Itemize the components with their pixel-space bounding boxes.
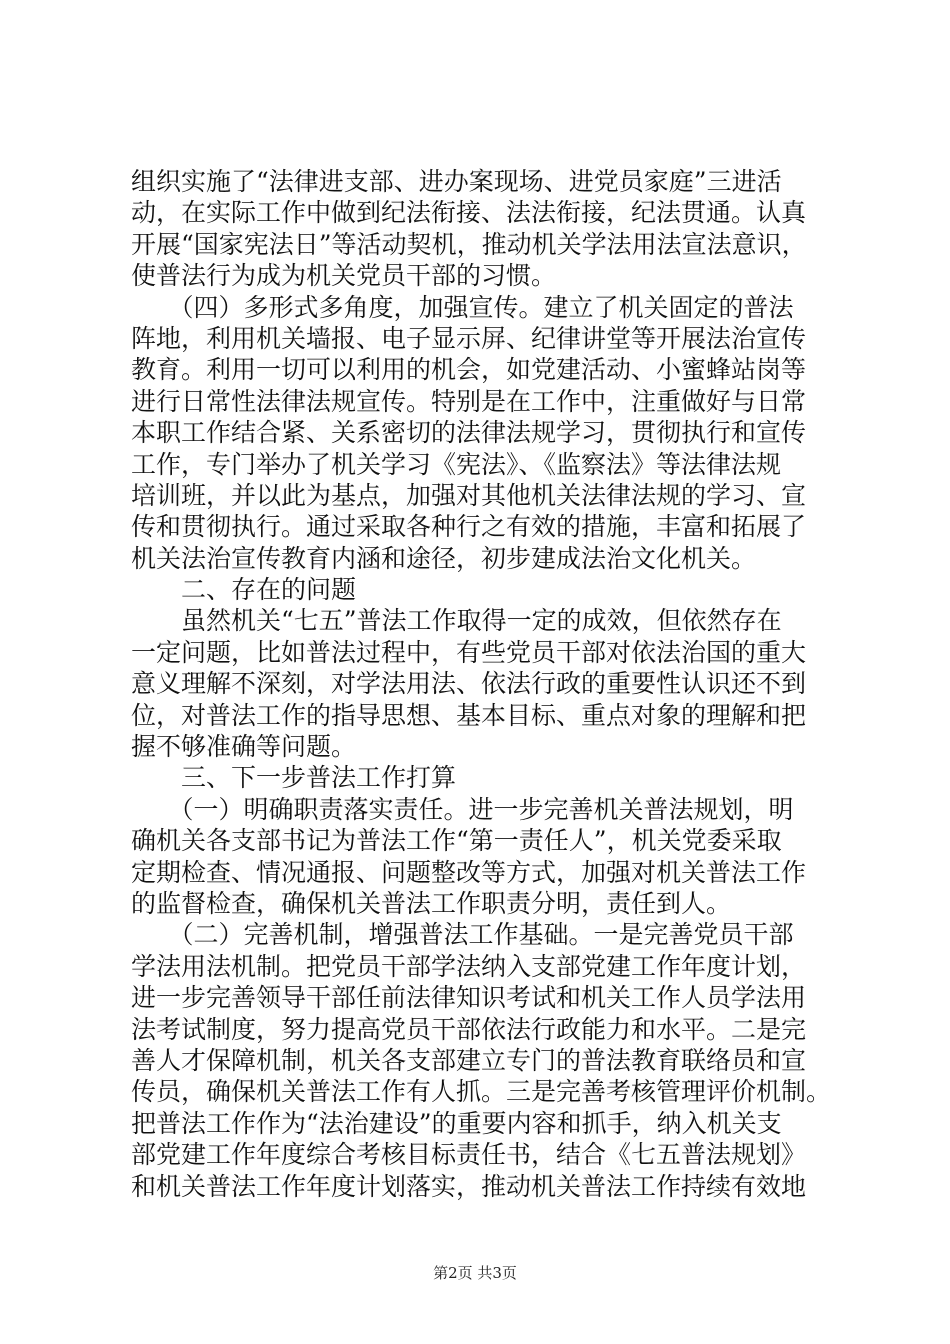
- text-line: 教育。利用一切可以利用的机会，如党建活动、小蜜蜂站岗等: [131, 355, 807, 385]
- page-number-footer: 第2页 共3页: [433, 1264, 517, 1282]
- text-line: 进行日常性法律法规宣传。特别是在工作中，注重做好与日常: [131, 386, 807, 416]
- text-line: 动，在实际工作中做到纪法衔接、法法衔接，纪法贯通。认真: [131, 198, 807, 228]
- text-line: 位，对普法工作的指导思想、基本目标、重点对象的理解和把: [131, 700, 807, 730]
- text-line: 定期检查、情况通报、问题整改等方式，加强对机关普法工作: [131, 857, 807, 887]
- text-line: 培训班，并以此为基点，加强对其他机关法律法规的学习、宣: [131, 480, 807, 510]
- text-line: （四）多形式多角度，加强宣传。建立了机关固定的普法: [131, 292, 794, 322]
- text-line: 传和贯彻执行。通过采取各种行之有效的措施，丰富和拓展了: [131, 512, 807, 542]
- text-line: 进一步完善领导干部任前法律知识考试和机关工作人员学法用: [131, 983, 807, 1013]
- text-line: （一）明确职责落实责任。进一步完善机关普法规划，明: [131, 794, 794, 824]
- text-line: 确机关各支部书记为普法工作“第一责任人”，机关党委采取: [131, 826, 782, 856]
- text-line: 虽然机关“七五”普法工作取得一定的成效，但依然存在: [131, 606, 782, 636]
- text-line: （二）完善机制，增强普法工作基础。一是完善党员干部: [131, 920, 794, 950]
- text-line: 学法用法机制。把党员干部学法纳入支部党建工作年度计划，: [131, 951, 807, 981]
- text-line: 部党建工作年度综合考核目标责任书，结合《七五普法规划》: [131, 1140, 807, 1170]
- text-line: 本职工作结合紧、关系密切的法律法规学习，贯彻执行和宣传: [131, 418, 807, 448]
- text-line: 工作，专门举办了机关学习《宪法》、《监察法》等法律法规: [131, 449, 782, 479]
- text-line: 把普法工作作为“法治建设”的重要内容和抓手，纳入机关支: [131, 1108, 782, 1138]
- text-line: 传员，确保机关普法工作有人抓。三是完善考核管理评价机制。: [131, 1077, 832, 1107]
- document-body: [131, 166, 831, 1202]
- text-line: 机关法治宣传教育内涵和途径，初步建成法治文化机关。: [131, 543, 757, 573]
- text-line: 使普法行为成为机关党员干部的习惯。: [131, 261, 557, 291]
- section-heading: 三、下一步普法工作打算: [131, 763, 457, 793]
- text-line: 善人才保障机制，机关各支部建立专门的普法教育联络员和宣: [131, 1045, 807, 1075]
- text-line: 和机关普法工作年度计划落实，推动机关普法工作持续有效地: [131, 1171, 807, 1201]
- text-line: 法考试制度，努力提高党员干部依法行政能力和水平。二是完: [131, 1014, 807, 1044]
- text-line: 握不够准确等问题。: [131, 732, 357, 762]
- text-line: 组织实施了“法律进支部、进办案现场、进党员家庭”三进活: [131, 167, 782, 196]
- text-line: 阵地，利用机关墙报、电子显示屏、纪律讲堂等开展法治宣传: [131, 323, 807, 353]
- text-line: 一定问题，比如普法过程中，有些党员干部对依法治国的重大: [131, 637, 807, 667]
- text-line: 意义理解不深刻，对学法用法、依法行政的重要性认识还不到: [131, 669, 807, 699]
- text-line: 开展“国家宪法日”等活动契机，推动机关学法用法宣法意识，: [131, 229, 807, 259]
- section-heading: 二、存在的问题: [131, 575, 357, 605]
- text-line: 的监督检查，确保机关普法工作职责分明，责任到人。: [131, 888, 732, 918]
